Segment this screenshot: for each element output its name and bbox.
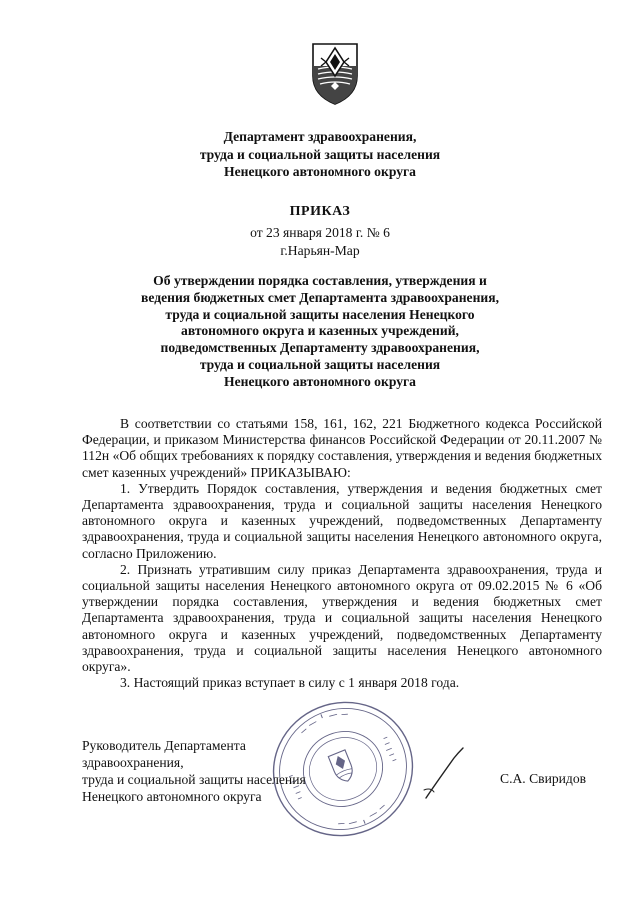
signer-position-line-3: Ненецкого автономного округа [82,789,262,804]
subject-line-5: подведомственных Департаменту здравоохранения, [160,340,480,356]
order-date: от 23 января 2018 г. № 6 [250,225,390,240]
order-place: г.Нарьян-Мар [280,242,360,258]
order-body [82,416,602,691]
subject-line-3: труда и социальной защиты населения Ненецкого [165,306,475,322]
item-3-paragraph: 3. Настоящий приказ вступает в силу с 1 января 2018 года. [120,675,460,691]
subject-line-1: Об утверждении порядка составления, утверждения и [153,273,487,288]
department-header [0,128,640,181]
subject-line-7: Ненецкого автономного округа [224,373,416,389]
order-subject [0,273,640,391]
subject-line-6: труда и социальной защиты населения [199,356,441,372]
subject-line-2: ведения бюджетных смет Департамента здравоохранения, [141,289,499,305]
item-2-paragraph: 2. Признать утратившим силу приказ Департамента здравоохранения, труда и социальной защиты населения Ненецкого автономного округа от 09.02.2015 № 6 «Об утверждении порядка составления, утверждения и ведения бюджетных смет Департамента здравоохранения, труда и социальной защиты населения Ненецкого автономного округа и казенных учреждений, подведомственных Департаменту здравоохранения, труда и социальной защиты населения Ненецкого автономного округа». [82,561,602,675]
coat-of-arms-icon [309,42,361,106]
subject-line-4: автономного округа и казенных учреждений, [181,323,459,339]
preamble-paragraph: В соответствии со статьями 158, 161, 162, 221 Бюджетного кодекса Российской Федерации, и приказом Министерства финансов Российской Федерации от 20.11.2007 № 112н «Об общих требованиях к порядку составления, утверждения и ведения бюджетных смет казенных учреждений» ПРИКАЗЫВАЮ: [82,416,602,480]
signature-block [82,737,342,805]
signer-name: С.А. Свиридов [500,771,587,786]
dept-line-3: Ненецкого автономного округа [224,164,416,179]
signer-position-line-2: труда и социальной защиты населения [82,772,306,787]
item-1-paragraph: 1. Утвердить Порядок составления, утверждения и ведения бюджетных смет Департамента здравоохранения, труда и социальной защиты населения Ненецкого автономного округа и казенных учреждений, подведомственных Департаменту здравоохранения, труда и социальной защиты населения Ненецкого автономного округа, согласно Приложению. [82,480,602,561]
signer-position-line-1: Руководитель Департамента здравоохранения, [82,738,246,770]
order-date-block [0,224,640,259]
order-title: ПРИКАЗ [289,204,351,219]
handwritten-signature [418,744,468,804]
dept-line-2: труда и социальной защиты населения [199,146,441,162]
dept-line-1: Департамент здравоохранения, [223,129,417,144]
